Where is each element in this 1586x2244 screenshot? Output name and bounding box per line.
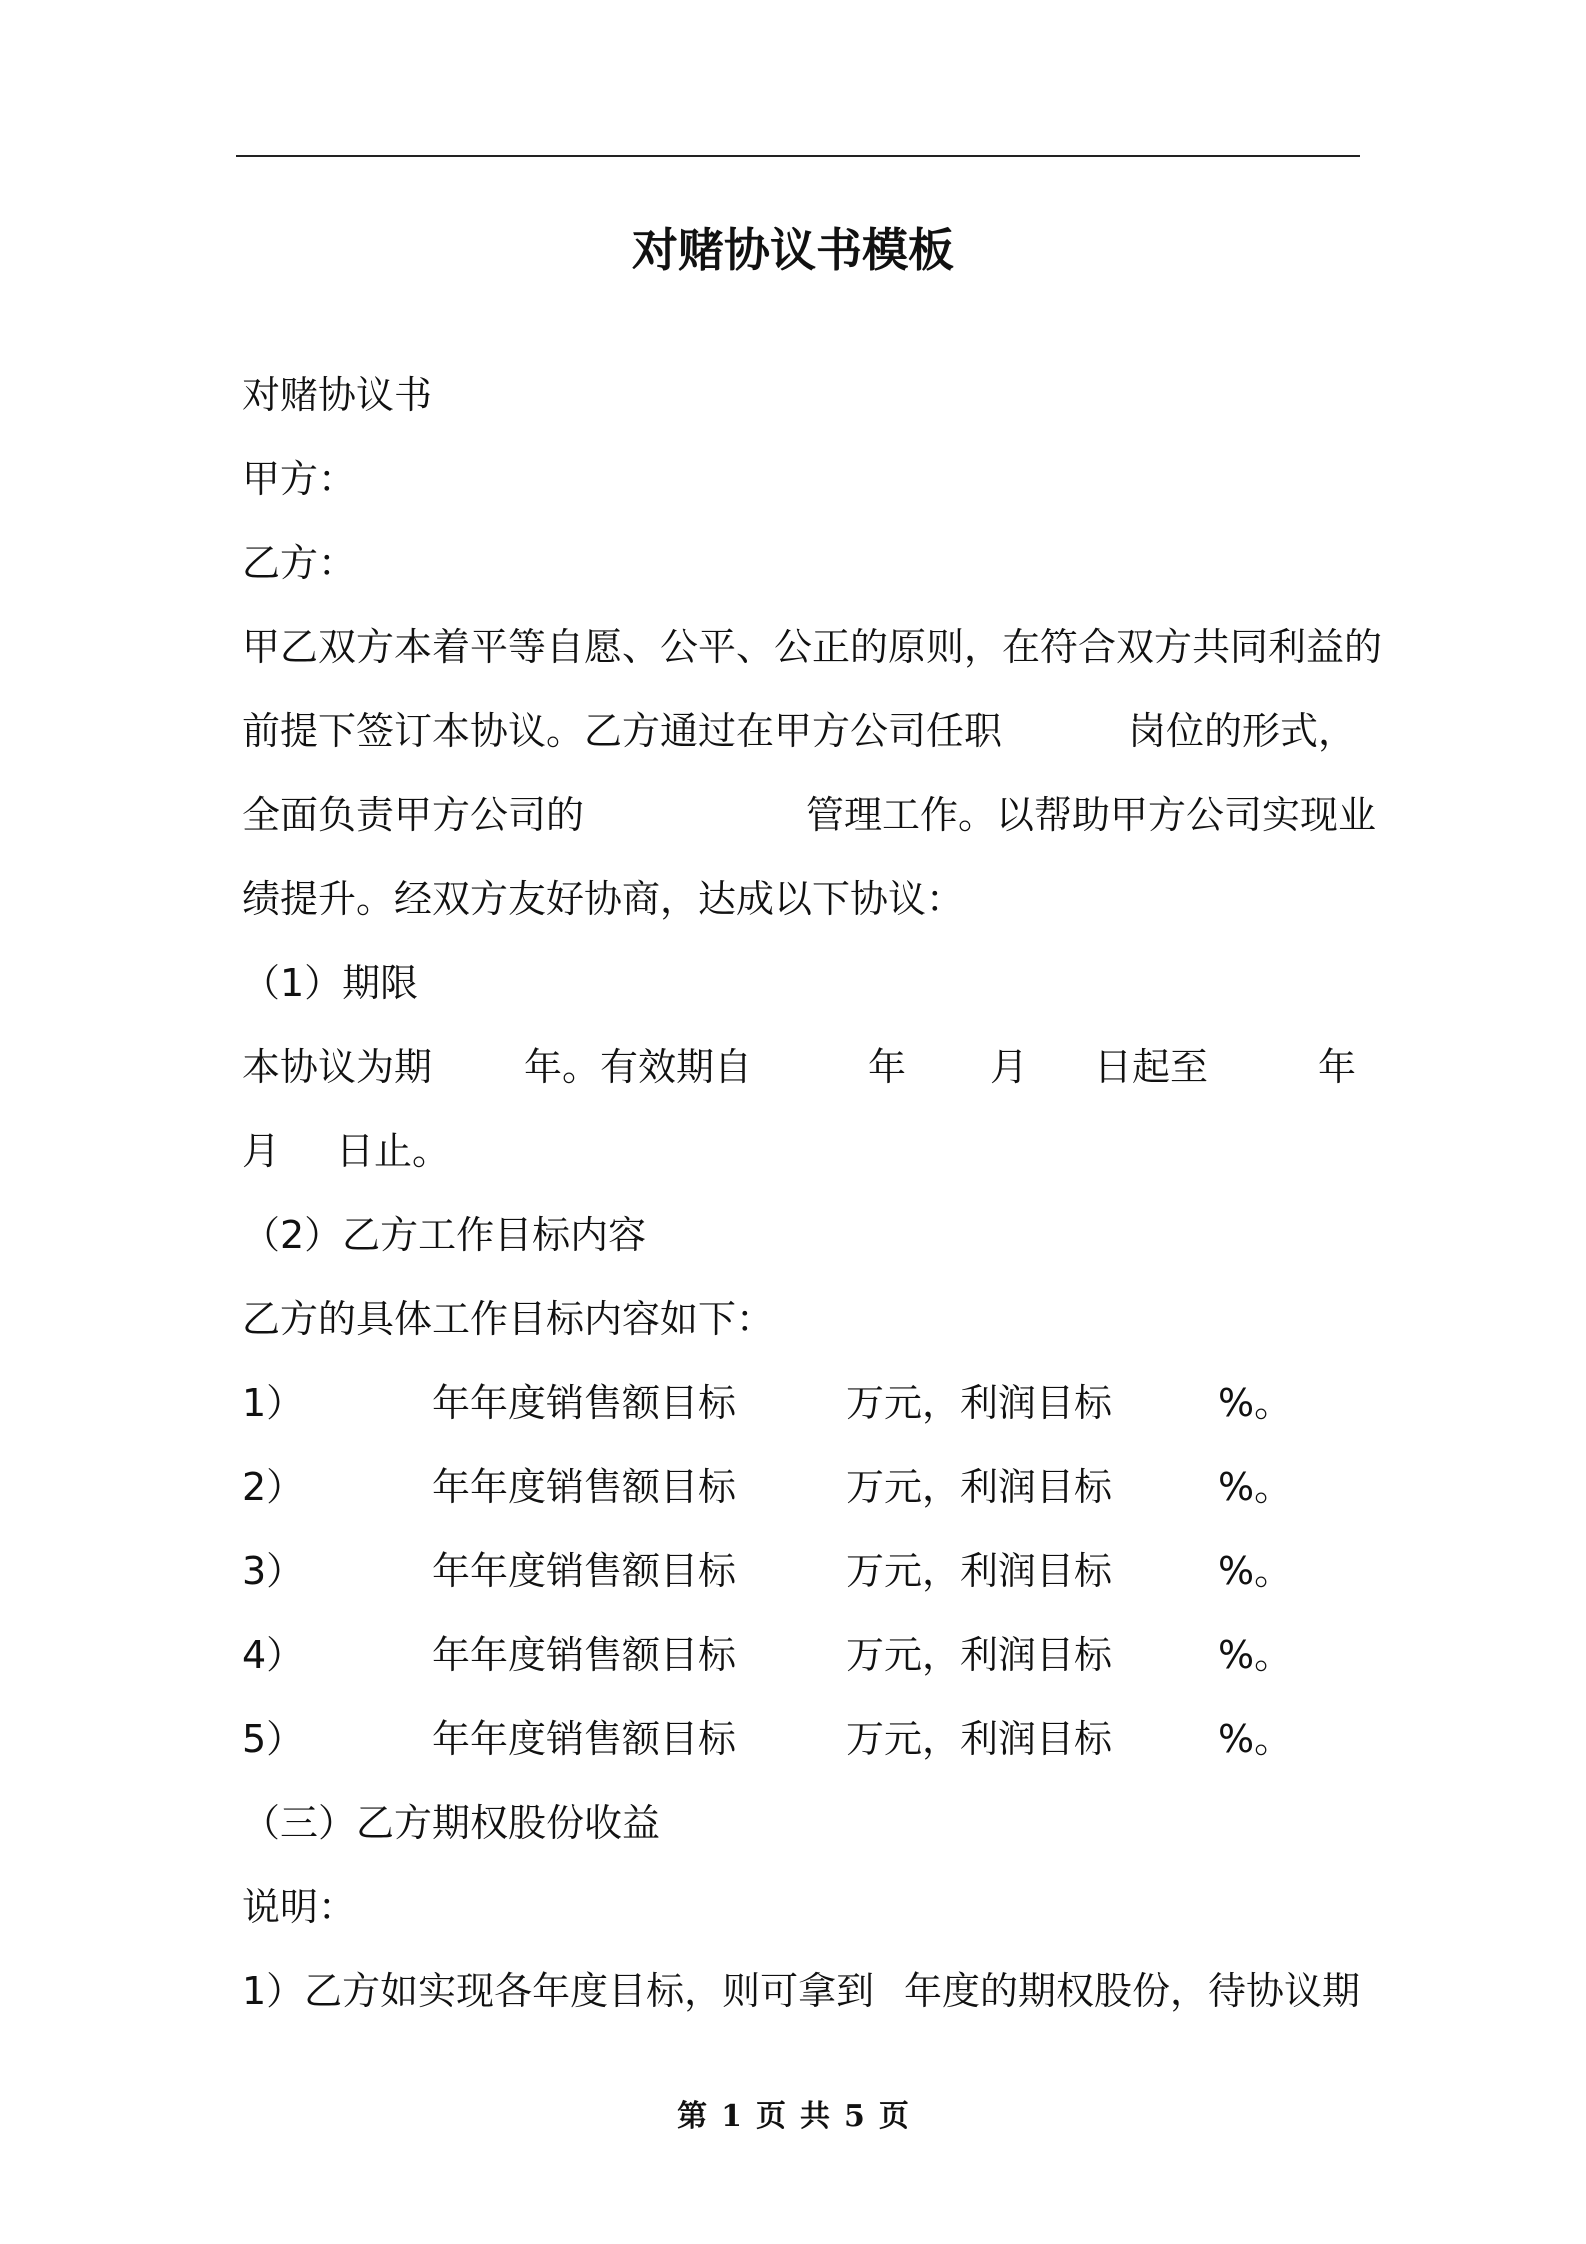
document-title: 对赌协议书模板 xyxy=(632,223,954,277)
footer-page-prefix: 第 xyxy=(677,2099,708,2134)
target-profit-label: 万元，利润目标 xyxy=(846,1549,1113,1593)
term-d: 月 xyxy=(990,1045,1029,1089)
target-percent: %。 xyxy=(1218,1381,1293,1425)
footer-total-prefix: 共 xyxy=(800,2099,830,2134)
header-rule xyxy=(236,155,1360,157)
target-profit-label: 万元，利润目标 xyxy=(846,1465,1113,1509)
target-sales-label: 年年度销售额目标 xyxy=(432,1381,737,1425)
target-number: 1） xyxy=(242,1381,305,1425)
party-a-label: 甲方： xyxy=(242,457,357,501)
footer-page-mid: 页 xyxy=(756,2099,786,2134)
intro-line-3b: 管理工作。以帮助甲方公司实现业 xyxy=(806,793,1377,837)
term-b: 年。有效期自 xyxy=(524,1045,753,1089)
target-percent: %。 xyxy=(1218,1465,1293,1509)
target-sales-label: 年年度销售额目标 xyxy=(432,1465,737,1509)
target-number: 2） xyxy=(242,1465,305,1509)
target-profit-label: 万元，利润目标 xyxy=(846,1381,1113,1425)
intro-line-2b: 岗位的形式， xyxy=(1128,709,1357,753)
intro-line-2a: 前提下签订本协议。乙方通过在甲方公司任职 xyxy=(242,709,1003,753)
footer-total-suffix: 页 xyxy=(878,2099,909,2134)
section3-note-label: 说明： xyxy=(242,1885,357,1929)
footer-page-number: 1 xyxy=(721,2099,742,2134)
target-number: 4） xyxy=(242,1633,305,1677)
party-b-label: 乙方： xyxy=(242,541,357,585)
target-percent: %。 xyxy=(1218,1633,1293,1677)
target-number: 3） xyxy=(242,1549,305,1593)
term-h: 日止。 xyxy=(336,1129,451,1173)
section3-item1-a: 1）乙方如实现各年度目标，则可拿到 xyxy=(242,1969,875,2013)
intro-line-3a: 全面负责甲方公司的 xyxy=(242,793,585,837)
section3-item1-b: 年度的期权股份，待协议期 xyxy=(904,1969,1361,2013)
document-heading: 对赌协议书 xyxy=(242,373,433,417)
term-c: 年 xyxy=(868,1045,907,1089)
section2-intro: 乙方的具体工作目标内容如下： xyxy=(242,1297,775,1341)
target-percent: %。 xyxy=(1218,1549,1293,1593)
section3-heading: （三）乙方期权股份收益 xyxy=(242,1801,661,1845)
target-profit-label: 万元，利润目标 xyxy=(846,1633,1113,1677)
section2-heading: （2）乙方工作目标内容 xyxy=(242,1213,647,1257)
term-a: 本协议为期 xyxy=(242,1045,433,1089)
section1-heading: （1）期限 xyxy=(242,961,419,1005)
page-footer xyxy=(0,2097,1586,2137)
intro-line-4: 绩提升。经双方友好协商，达成以下协议： xyxy=(242,877,965,921)
term-e: 日起至 xyxy=(1094,1045,1209,1089)
term-f: 年 xyxy=(1318,1045,1357,1089)
target-sales-label: 年年度销售额目标 xyxy=(432,1549,737,1593)
target-profit-label: 万元，利润目标 xyxy=(846,1717,1113,1761)
target-sales-label: 年年度销售额目标 xyxy=(432,1633,737,1677)
target-percent: %。 xyxy=(1218,1717,1293,1761)
term-g: 月 xyxy=(242,1129,281,1173)
footer-total-number: 5 xyxy=(844,2099,865,2134)
target-sales-label: 年年度销售额目标 xyxy=(432,1717,737,1761)
intro-line-1: 甲乙双方本着平等自愿、公平、公正的原则，在符合双方共同利益的 xyxy=(242,625,1383,669)
target-number: 5） xyxy=(242,1717,305,1761)
